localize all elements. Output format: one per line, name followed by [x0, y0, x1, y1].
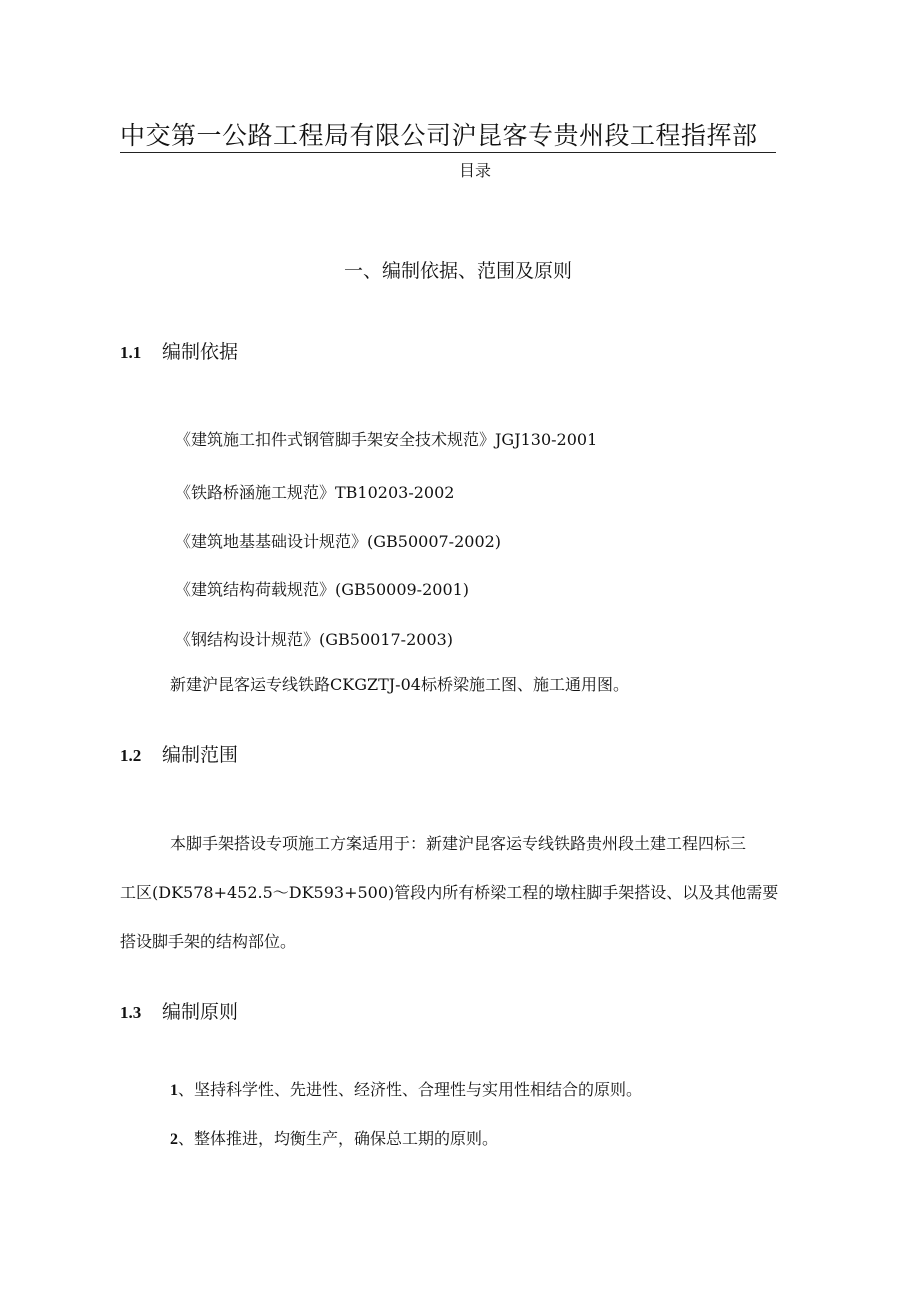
reference-item: 《铁路桥涵施工规范》TB10203-2002 [175, 483, 455, 502]
principle-number: 2 [170, 1131, 178, 1148]
toc-label: 目录 [459, 161, 492, 180]
section-number: 1.1 [120, 343, 142, 362]
section-heading-1-1 [120, 338, 238, 367]
section-heading-1-3 [120, 998, 238, 1027]
section-number: 1.3 [120, 1003, 142, 1022]
principle-item [170, 1127, 498, 1152]
section-title: 编制原则 [162, 1001, 239, 1023]
reference-item: 《建筑地基基础设计规范》(GB50007-2002) [175, 532, 502, 551]
scope-paragraph-line: 搭设脚手架的结构部位。 [120, 932, 297, 951]
reference-item: 《建筑施工扣件式钢管脚手架安全技术规范》JGJ130-2001 [175, 430, 598, 449]
reference-item: 《钢结构设计规范》(GB50017-2003) [175, 630, 454, 649]
header-divider [120, 152, 776, 153]
scope-paragraph-line: 工区(DK578+452.5～DK593+500)管段内所有桥梁工程的墩柱脚手架搭设、以及其他需要 [120, 883, 779, 902]
section-title: 编制依据 [162, 341, 239, 363]
chapter-title: 一、编制依据、范围及原则 [344, 260, 573, 282]
principle-text: 、坚持科学性、先进性、经济性、合理性与实用性相结合的原则。 [178, 1080, 643, 1099]
scope-paragraph-line: 本脚手架搭设专项施工方案适用于：新建沪昆客运专线铁路贵州段土建工程四标三 [170, 834, 747, 853]
section-title: 编制范围 [162, 744, 239, 766]
principle-text: 、整体推进，均衡生产，确保总工期的原则。 [178, 1129, 499, 1148]
principle-number: 1 [170, 1082, 178, 1099]
header-title: 中交第一公路工程局有限公司沪昆客专贵州段工程指挥部 [120, 121, 758, 150]
reference-note: 新建沪昆客运专线铁路CKGZTJ-04标桥梁施工图、施工通用图。 [170, 675, 629, 694]
section-number: 1.2 [120, 746, 142, 765]
section-heading-1-2 [120, 741, 238, 770]
principle-item [170, 1078, 642, 1103]
reference-item: 《建筑结构荷载规范》(GB50009-2001) [175, 580, 470, 599]
